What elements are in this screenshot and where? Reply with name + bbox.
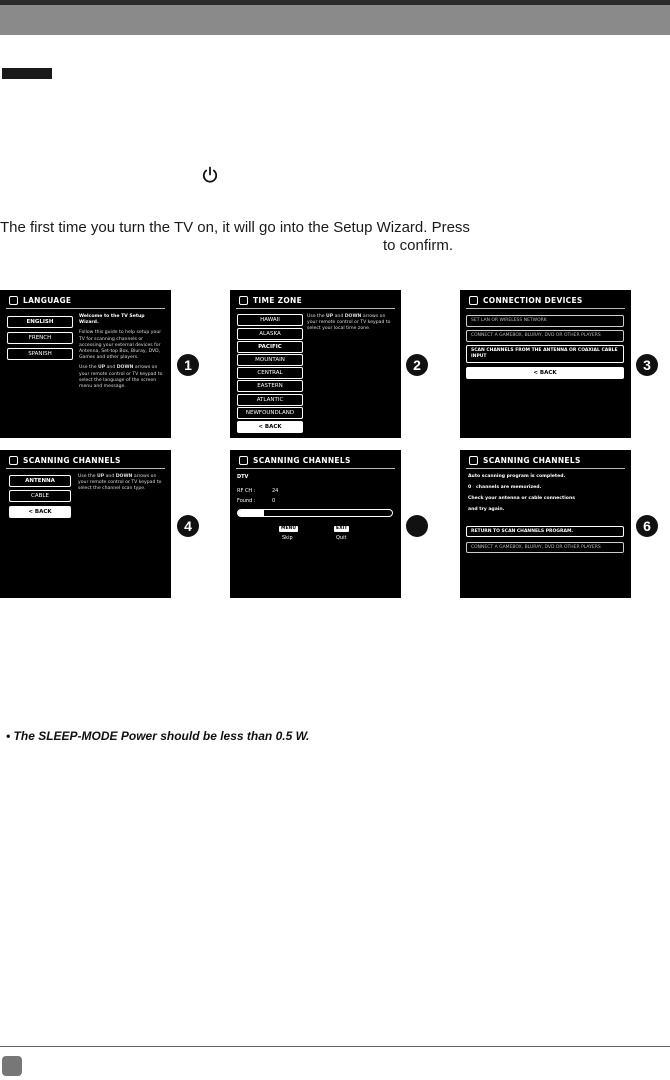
option-mountain[interactable]: MOUNTAIN	[237, 354, 303, 366]
timezone-title: TIME ZONE	[239, 296, 302, 305]
checkbox-icon	[9, 456, 18, 465]
try-again-text: and try again.	[468, 507, 505, 512]
step-badge-4: 4	[177, 515, 199, 537]
scan-progress-screen	[230, 450, 401, 598]
section-label-tag	[2, 68, 52, 79]
intro-paragraph	[0, 219, 540, 255]
scan-title: SCANNING CHANNELS	[239, 456, 351, 465]
rf-channel-value: 24	[272, 488, 279, 494]
return-to-scan-button[interactable]: RETURN TO SCAN CHANNELS PROGRAM.	[466, 526, 624, 537]
step-badge-1: 1	[177, 354, 199, 376]
divider	[466, 308, 625, 309]
option-spanish[interactable]: SPANISH	[7, 348, 73, 360]
skip-label: Skip	[282, 535, 293, 541]
option-atlantic[interactable]: ATLANTIC	[237, 394, 303, 406]
divider	[466, 468, 625, 469]
page-number-badge	[2, 1056, 22, 1076]
found-label: Found :	[237, 498, 256, 504]
progress-fill	[238, 510, 264, 516]
intro-line-2: to confirm.	[383, 237, 454, 254]
connection-title: CONNECTION DEVICES	[469, 296, 583, 305]
rf-channel-label: RF CH :	[237, 488, 256, 494]
scan-title: SCANNING CHANNELS	[9, 456, 121, 465]
checkbox-icon	[239, 456, 248, 465]
language-title: LANGUAGE	[9, 296, 71, 305]
scan-progress-bar	[237, 509, 393, 517]
option-french[interactable]: FRENCH	[7, 332, 73, 344]
timezone-description: Use the UP and DOWN arrows on your remote control or TV keypad to select your local time zone.	[307, 314, 391, 332]
option-english[interactable]: ENGLISH	[7, 316, 73, 328]
option-alaska[interactable]: ALASKA	[237, 328, 303, 340]
option-hawaii[interactable]: HAWAII	[237, 314, 303, 326]
step-badge-6: 6	[636, 515, 658, 537]
scan-complete-screen	[460, 450, 631, 598]
option-cable[interactable]: CABLE	[9, 490, 71, 502]
instruction-text: Use the UP and DOWN arrows on your remote control or TV keypad to select the language of the screen menu and message.	[79, 365, 163, 390]
step-badge-2: 2	[406, 354, 428, 376]
option-antenna[interactable]: ANTENNA	[9, 475, 71, 487]
scan-type-description: Use the UP and DOWN arrows on your remote control or TV keypad to select the channel scan type.	[78, 474, 162, 492]
step-badge-5	[406, 515, 428, 537]
checkbox-icon	[239, 296, 248, 305]
checkbox-icon	[469, 296, 478, 305]
section-header-bar	[0, 0, 670, 35]
connection-devices-screen	[460, 290, 631, 438]
quit-label: Quit	[336, 535, 347, 541]
menu-key[interactable]: MENU	[281, 526, 296, 531]
language-description	[79, 314, 165, 390]
checkbox-icon	[9, 296, 18, 305]
welcome-text: Welcome to the TV Setup Wizard.	[79, 314, 145, 326]
connect-players-button[interactable]: CONNECT A GAMEBOX, BLURAY, DVD OR OTHER PLAYERS	[466, 542, 624, 553]
option-network[interactable]: SET LAN OR WIRELESS NETWORK	[466, 315, 624, 327]
divider	[236, 308, 395, 309]
chevron-left-icon: <	[533, 370, 540, 376]
option-scan-channels[interactable]: SCAN CHANNELS FROM THE ANTENNA OR COAXIAL CABLE INPUT	[466, 345, 624, 363]
step-badge-3: 3	[636, 354, 658, 376]
back-button[interactable]: < BACK	[237, 421, 303, 433]
language-screen	[0, 290, 171, 438]
option-pacific[interactable]: PACIFIC	[237, 341, 303, 353]
intro-line-1: The first time you turn the TV on, it will go into the Setup Wizard. Press	[0, 219, 470, 236]
dtv-label: DTV	[237, 474, 249, 480]
chevron-left-icon: <	[258, 424, 265, 430]
option-newfoundland[interactable]: NEWFOUNDLAND	[237, 407, 303, 419]
channels-memorized-text: 0 channels are memorized.	[468, 485, 542, 490]
found-value: 0	[272, 498, 276, 504]
back-button[interactable]: < BACK	[9, 506, 71, 518]
checkbox-icon	[469, 456, 478, 465]
option-central[interactable]: CENTRAL	[237, 367, 303, 379]
chevron-left-icon: <	[28, 509, 35, 515]
timezone-screen	[230, 290, 401, 438]
option-connect-players[interactable]: CONNECT A GAMEBOX, BLURAY, DVD OR OTHER PLAYERS	[466, 330, 624, 342]
scan-title: SCANNING CHANNELS	[469, 456, 581, 465]
exit-key[interactable]: EXIT	[336, 526, 348, 531]
option-eastern[interactable]: EASTERN	[237, 380, 303, 392]
sleep-mode-note: • The SLEEP-MODE Power should be less than 0.5 W.	[6, 729, 310, 743]
back-button[interactable]: < BACK	[466, 367, 624, 379]
scan-complete-text: Auto scanning program is completed.	[468, 474, 566, 479]
scan-type-screen	[0, 450, 171, 598]
divider	[6, 468, 165, 469]
divider	[6, 308, 165, 309]
guide-text: Follow this guide to help setup your TV for scanning channels or accessing your external devices for Antenna, Set-top Box, Bluray, DVD, Games and other players.	[79, 330, 162, 361]
footer-divider	[0, 1046, 670, 1047]
power-icon	[201, 166, 219, 184]
check-antenna-text: Check your antenna or cable connections	[468, 496, 575, 501]
divider	[236, 468, 395, 469]
